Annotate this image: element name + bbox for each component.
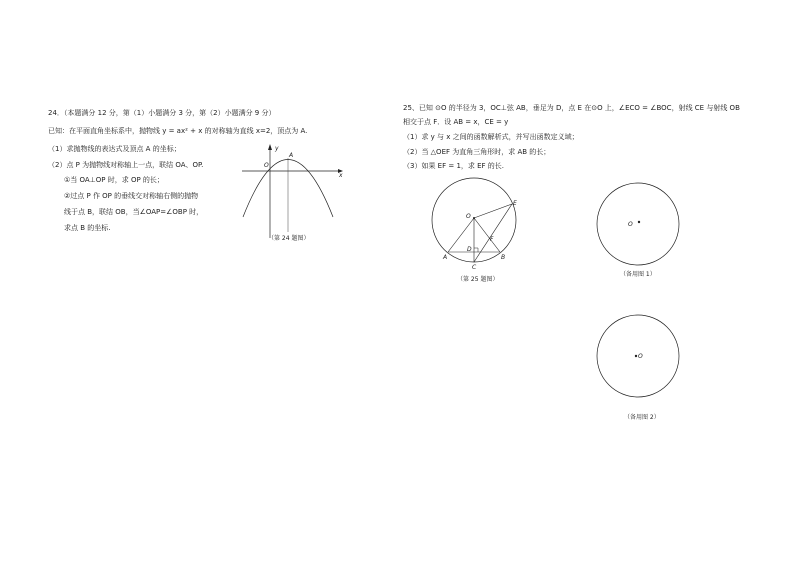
spare2-label-o: O	[638, 353, 643, 360]
q24-label-x: x	[339, 172, 343, 179]
spare1-caption: （备用图 1）	[620, 271, 656, 278]
spare1-circle	[597, 183, 679, 265]
q25-label-b: B	[501, 254, 506, 261]
spare2-center-dot	[635, 355, 637, 357]
q25-line2: 相交于点 F．设 AB = x，CE = y	[403, 118, 509, 126]
q25-center-dot	[473, 217, 475, 219]
q24-part2: （2）点 P 为抛物线对称轴上一点，联结 OA、OP.	[48, 161, 204, 169]
q24-label-o: O	[264, 162, 269, 169]
spare1-center-dot	[638, 221, 640, 223]
q25-right-angle-mark	[474, 248, 478, 252]
q24-part2b-line2: 线于点 B，联结 OB，当∠OAP=∠OBP 时，	[64, 208, 204, 216]
q25-segment-ce	[474, 204, 512, 262]
q25-label-o: O	[466, 213, 471, 220]
q24-part1: （1）求抛物线的表达式及顶点 A 的坐标；	[48, 145, 181, 153]
q24-intro: 已知：在平面直角坐标系中，抛物线 y = ax² + x 的对称轴为直线 x=2，顶点为 A.	[48, 127, 308, 135]
spare2-caption: （备用图 2）	[624, 414, 660, 421]
q25-circle-figure	[424, 176, 528, 270]
q25-label-e: E	[513, 200, 517, 207]
q25-label-c: C	[472, 264, 477, 270]
q25-segment-ob	[474, 218, 500, 252]
q25-part1: （1）求 y 与 x 之间的函数解析式，并写出函数定义域；	[403, 133, 579, 141]
q25-label-a: A	[443, 254, 448, 261]
q25-part3: （3）如果 EF = 1，求 EF 的长.	[403, 162, 505, 170]
spare1-label-o: O	[628, 221, 633, 228]
q24-part2b-line1: ②过点 P 作 OP 的垂线交对称轴右侧的抛物	[64, 192, 199, 200]
spare-figure-2	[594, 314, 682, 402]
q24-parabola-figure	[236, 140, 348, 244]
q24-header: 24．（本题满分 12 分，第（1）小题满分 3 分，第（2）小题满分 9 分）	[48, 109, 276, 117]
q25-label-f: F	[490, 236, 494, 243]
q25-part2: （2）当 △OEF 为直角三角形时，求 AB 的长；	[403, 148, 551, 156]
q25-line1: 25、已知 ⊙O 的半径为 3，OC⊥弦 AB，垂足为 D，点 E 在⊙O 上，∠ECO = ∠BOC，射线 CE 与射线 OB	[403, 104, 740, 112]
q24-y-arrow	[268, 144, 272, 150]
q25-segment-oe	[474, 204, 512, 218]
q25-label-d: D	[467, 246, 472, 253]
q24-label-y: y	[275, 145, 279, 152]
q24-part2a: ①当 OA⊥OP 时，求 OP 的长；	[64, 176, 164, 184]
q24-figure-caption: （第 24 题图）	[268, 235, 310, 242]
q24-label-a: A	[289, 152, 294, 159]
q24-part2b-line3: 求点 B 的坐标.	[64, 224, 111, 232]
spare-figure-1	[594, 180, 682, 268]
q25-figure-caption: （第 25 题图）	[457, 276, 499, 283]
